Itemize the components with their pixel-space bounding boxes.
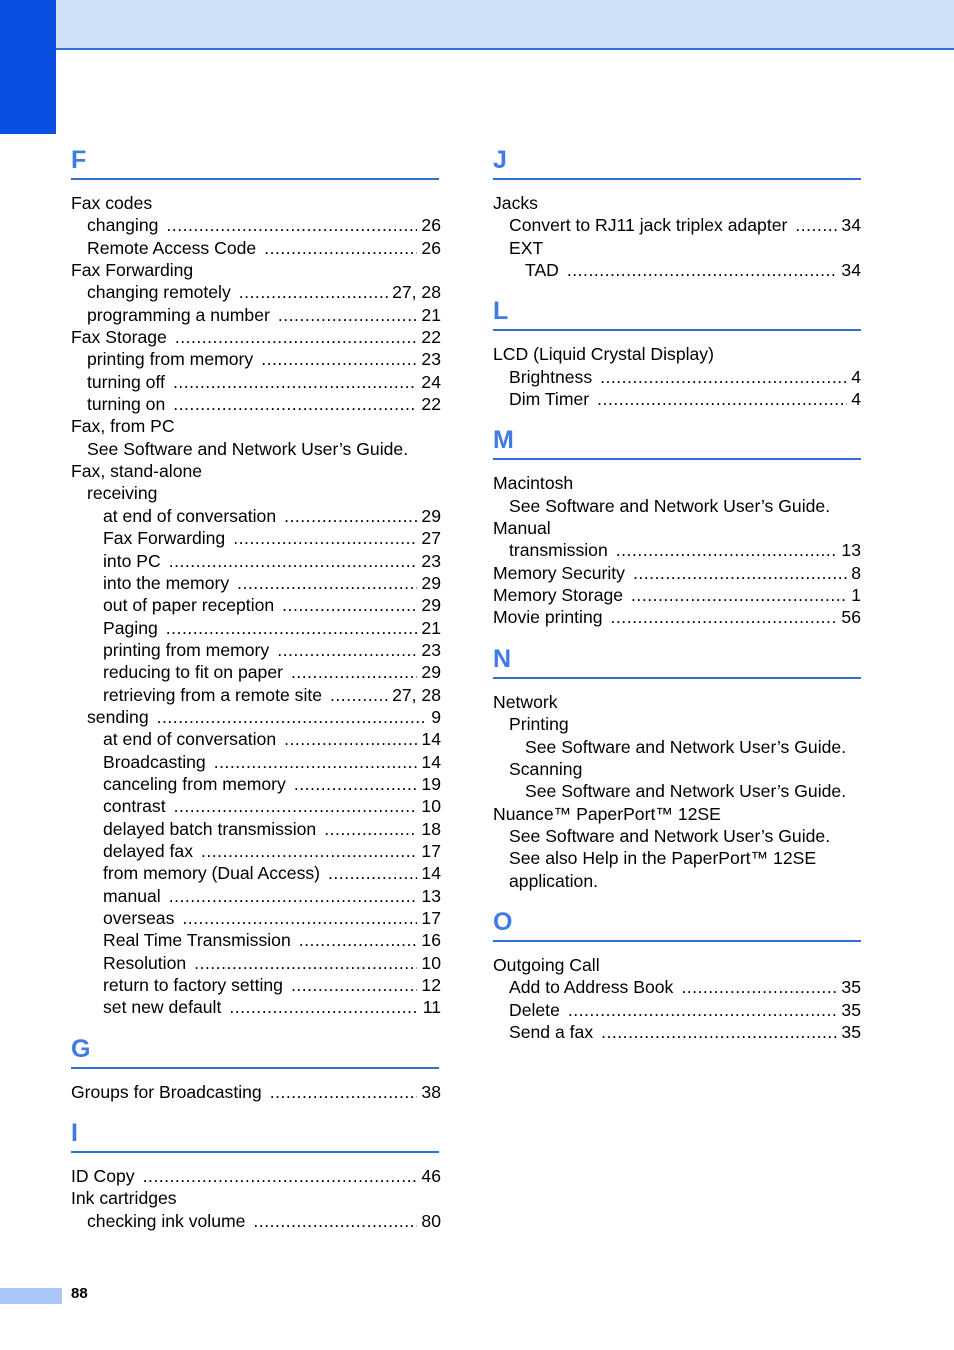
dot-leader [169,885,418,907]
section-letter: J [493,140,861,180]
page-reference: 14 [421,729,441,750]
dot-leader [291,974,417,996]
index-section-m [493,420,863,638]
entry-text: Remote Access Code [87,237,257,258]
index-entry [71,1210,441,1232]
entry-text: into the memory [103,572,230,593]
index-entry [493,343,863,365]
entry-text: printing from memory [87,349,254,370]
index-entry [71,996,441,1018]
entry-text: Brightness [509,366,593,387]
page-reference: 12 [421,975,441,996]
entry-text: canceling from memory [103,773,286,794]
dot-leader [616,539,838,561]
dot-leader [239,281,388,303]
index-entry [71,460,441,482]
index-entry [71,795,441,817]
page-reference: 27, 28 [392,282,441,303]
page-reference: 23 [421,550,441,571]
dot-leader [597,388,847,410]
section-spacer [493,1043,863,1053]
index-entry [493,870,863,892]
entry-text: ID Copy [71,1166,135,1187]
dot-leader [229,996,418,1018]
entry-text: contrast [103,796,166,817]
index-entry [71,550,441,572]
page-reference: 19 [421,773,441,794]
index-entry [493,192,863,214]
index-entry [71,639,441,661]
dot-leader [284,505,417,527]
entry-text: Real Time Transmission [103,930,291,951]
entry-text: Add to Address Book [509,977,674,998]
page-reference: 11 [422,997,441,1018]
dot-leader [166,617,418,639]
dot-leader [194,952,417,974]
index-entry [493,999,863,1021]
entry-text: printing from memory [103,639,270,660]
page-reference: 17 [421,840,441,861]
page-reference: 26 [421,237,441,258]
entry-text: Memory Security [493,562,625,583]
entry-text: EXT [509,237,544,258]
dot-leader [175,326,418,348]
entry-text: Scanning [509,758,583,779]
index-entry [71,974,441,996]
index-entry [71,1081,441,1103]
dot-leader [284,728,417,750]
entry-text: Delete [509,999,560,1020]
index-entry [493,495,863,517]
header-band [56,0,954,50]
entry-text: See Software and Network User’s Guide. [509,495,831,516]
index-entry [493,758,863,780]
page-reference: 34 [841,215,861,236]
entry-text: changing remotely [87,282,231,303]
index-entry [71,862,441,884]
entry-text: Groups for Broadcasting [71,1081,262,1102]
section-letter: L [493,291,861,331]
dot-leader [173,393,417,415]
index-entry [71,684,441,706]
section-spacer [71,1232,441,1242]
page-number: 88 [71,1285,88,1302]
dot-leader [328,862,417,884]
index-entry [493,388,863,410]
index-entry [493,237,863,259]
section-spacer [493,679,863,691]
index-entry [493,517,863,539]
entry-text: delayed fax [103,840,193,861]
entry-text: Memory Storage [493,585,624,606]
dot-leader [282,594,417,616]
index-entry [493,214,863,236]
entry-text: overseas [103,908,175,928]
dot-leader [681,976,837,998]
dot-leader [631,584,847,606]
entry-text: Send a fax [509,1021,594,1042]
index-entry [71,505,441,527]
dot-leader [299,929,418,951]
entry-text: checking ink volume [87,1210,246,1231]
index-entry [71,907,441,929]
entry-text: See Software and Network User’s Guide. [87,438,409,459]
entry-text: into PC [103,550,161,571]
index-column-left [71,140,441,1242]
page-reference: 1 [851,585,861,606]
index-entry [71,371,441,393]
entry-text: TAD [525,260,559,281]
page-reference: 35 [841,999,861,1020]
entry-text: application. [509,870,599,891]
index-entry [493,713,863,735]
entry-text: Nuance™ PaperPort™ 12SE [493,803,721,824]
page-reference: 4 [851,389,861,410]
index-entry [71,326,441,348]
entry-text: at end of conversation [103,729,277,750]
entry-text: Outgoing Call [493,954,600,975]
index-entry [493,825,863,847]
entry-text: Resolution [103,952,187,973]
page-reference: 80 [421,1210,441,1231]
entry-text: changing [87,215,159,236]
page-reference: 13 [841,540,861,561]
index-entry [71,304,441,326]
dot-leader [270,1081,418,1103]
page-reference: 4 [851,366,861,387]
index-entry [71,192,441,214]
page-reference: 24 [421,371,441,392]
section-letter: M [493,420,861,460]
entry-text: Fax, stand-alone [71,461,203,482]
page-reference: 17 [421,908,441,928]
dot-leader [253,1210,417,1232]
entry-text: Dim Timer [509,389,590,410]
index-entry [71,840,441,862]
page-reference: 38 [421,1081,441,1102]
dot-leader [601,1021,837,1043]
dot-leader [600,366,847,388]
entry-text: See Software and Network User’s Guide. [525,736,847,757]
page-reference: 29 [421,662,441,683]
entry-text: retrieving from a remote site [103,684,323,705]
dot-leader [201,840,417,862]
page-reference: 10 [421,796,441,817]
index-entry [71,415,441,437]
section-spacer [71,1069,441,1081]
page-reference: 18 [421,818,441,839]
index-entry [71,259,441,281]
page-reference: 29 [421,572,441,593]
index-entry [493,472,863,494]
index-entry [71,706,441,728]
page-reference: 29 [421,505,441,526]
entry-text: receiving [87,483,158,504]
entry-text: programming a number [87,304,270,325]
section-letter: G [71,1029,439,1069]
index-entry [71,482,441,504]
entry-text: turning off [87,371,165,392]
entry-text: Fax Forwarding [71,260,194,281]
chapter-tab [0,0,56,134]
index-entry [71,572,441,594]
section-letter: I [71,1113,439,1153]
section-spacer [493,331,863,343]
page-reference: 16 [421,930,441,951]
index-entry [493,539,863,561]
index-entry [71,818,441,840]
entry-text: Fax, from PC [71,416,175,437]
entry-text: delayed batch transmission [103,818,317,839]
page-reference: 14 [421,863,441,884]
dot-leader [330,684,388,706]
dot-leader [278,304,418,326]
index-entry [493,736,863,758]
entry-text: at end of conversation [103,505,277,526]
page-reference: 26 [421,215,441,236]
index-section-j [493,140,863,291]
section-spacer [71,1103,441,1113]
index-entry [71,237,441,259]
entry-text: turning on [87,394,166,415]
dot-leader [143,1165,418,1187]
page-reference: 23 [421,349,441,370]
index-section-i [71,1113,441,1242]
entry-text: return to factory setting [103,975,283,996]
section-spacer [71,180,441,192]
index-entry [493,691,863,713]
page-reference: 9 [431,706,441,727]
index-entry [493,259,863,281]
entry-text: See also Help in the PaperPort™ 12SE [509,848,817,869]
index-entry [71,214,441,236]
index-entry [493,954,863,976]
entry-text: from memory (Dual Access) [103,863,321,884]
page-reference: 14 [421,751,441,772]
page-reference: 29 [421,595,441,616]
index-entry [71,1165,441,1187]
dot-leader [169,550,418,572]
dot-leader [633,562,847,584]
entry-text: Ink cartridges [71,1188,177,1209]
entry-text: Convert to RJ11 jack triplex adapter [509,215,788,236]
index-entry [71,1187,441,1209]
section-spacer [493,281,863,291]
index-entry [71,617,441,639]
entry-text: Fax Forwarding [103,528,226,549]
dot-leader [182,907,417,929]
dot-leader [324,818,417,840]
page-reference: 34 [841,260,861,281]
page-reference: 27 [421,528,441,549]
index-entry [493,847,863,869]
section-spacer [493,180,863,192]
page-reference: 56 [841,607,861,628]
dot-leader [277,639,417,661]
entry-text: Manual [493,518,551,539]
page-reference: 23 [421,639,441,660]
page-reference: 13 [421,885,441,906]
entry-text: See Software and Network User’s Guide. [525,781,847,802]
dot-leader [174,795,418,817]
dot-leader [157,706,428,728]
index-entry [493,803,863,825]
index-entry [493,976,863,998]
section-spacer [493,460,863,472]
entry-text: Jacks [493,193,538,213]
page-reference: 22 [421,394,441,415]
dot-leader [294,773,418,795]
entry-text: Movie printing [493,607,603,628]
index-section-o [493,902,863,1053]
dot-leader [264,237,417,259]
dot-leader [166,214,417,236]
index-entry [493,366,863,388]
page-reference: 46 [421,1166,441,1187]
page-reference: 27, 28 [392,684,441,705]
index-entry [71,393,441,415]
section-spacer [71,1019,441,1029]
page-reference: 8 [851,562,861,583]
section-spacer [493,629,863,639]
page-reference: 35 [841,977,861,998]
dot-leader [233,527,417,549]
section-letter: F [71,140,439,180]
index-section-g [71,1029,441,1113]
entry-text: Fax Storage [71,327,167,348]
section-spacer [493,942,863,954]
index-entry [71,594,441,616]
entry-text: sending [87,706,149,727]
entry-text: manual [103,885,161,906]
entry-text: Network [493,691,558,712]
section-letter: O [493,902,861,942]
index-entry [71,661,441,683]
index-entry [71,952,441,974]
index-entry [71,438,441,460]
entry-text: See Software and Network User’s Guide. [509,825,831,846]
dot-leader [261,348,417,370]
entry-text: out of paper reception [103,595,275,616]
dot-leader [795,214,837,236]
index-entry [493,780,863,802]
index-entry [71,929,441,951]
index-entry [71,728,441,750]
section-letter: N [493,639,861,679]
page-reference: 21 [421,304,441,325]
entry-text: set new default [103,997,222,1018]
index-entry [493,584,863,606]
entry-text: Macintosh [493,473,574,494]
entry-text: Paging [103,617,158,638]
entry-text: Broadcasting [103,751,206,772]
section-spacer [493,892,863,902]
entry-text: LCD (Liquid Crystal Display) [493,344,714,365]
dot-leader [611,606,838,628]
index-section-n [493,639,863,902]
index-entry [493,1021,863,1043]
footer-bar [0,1288,62,1304]
dot-leader [291,661,417,683]
dot-leader [568,999,838,1021]
index-entry [71,348,441,370]
entry-text: Fax codes [71,193,153,213]
page-reference: 35 [841,1021,861,1042]
page-reference: 21 [421,617,441,638]
index-entry [71,885,441,907]
index-entry [71,527,441,549]
index-section-l [493,291,863,420]
dot-leader [214,751,418,773]
dot-leader [173,371,417,393]
entry-text: Printing [509,714,569,735]
index-column-right [493,140,863,1053]
index-entry [493,606,863,628]
dot-leader [567,259,838,281]
index-entry [493,562,863,584]
index-entry [71,773,441,795]
index-entry [71,751,441,773]
index-entry [71,281,441,303]
page-reference: 22 [421,327,441,348]
dot-leader [237,572,417,594]
index-section-f [71,140,441,1029]
entry-text: transmission [509,540,608,561]
section-spacer [71,1153,441,1165]
section-spacer [493,410,863,420]
page-reference: 10 [421,952,441,973]
entry-text: reducing to fit on paper [103,662,283,683]
